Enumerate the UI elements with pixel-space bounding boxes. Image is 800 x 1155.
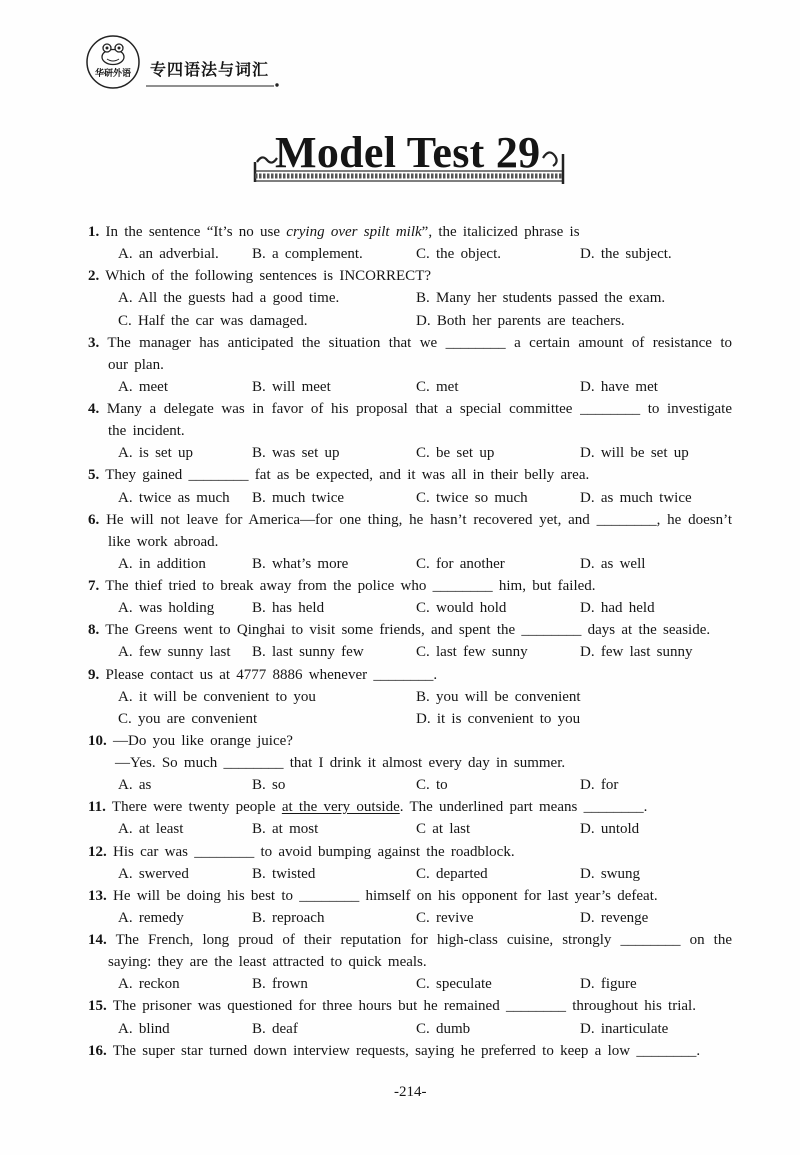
header-rule <box>146 80 286 90</box>
question-stem <box>88 730 732 752</box>
stem-text: The manager has anticipated the situation that we ________ a certain amount of resistance to <box>107 334 732 351</box>
stem-text: The super star turned down interview requests, saying he preferred to keep a low ________. <box>112 1042 701 1059</box>
option-b: B. frown <box>252 976 308 993</box>
option-b: B. twisted <box>252 865 316 882</box>
question-number: 5. <box>88 467 100 484</box>
question-12 <box>88 841 732 885</box>
publisher-logo <box>84 33 142 91</box>
option-b: B. last sunny few <box>252 644 364 661</box>
stem-text: There were twenty people <box>111 799 282 816</box>
option-a: A. blind <box>118 1020 170 1037</box>
question-14 <box>88 929 732 995</box>
option-a: A. it will be convenient to you <box>118 688 316 705</box>
stem-continuation: the incident. <box>108 423 185 440</box>
option-a: A. at least <box>118 821 184 838</box>
series-title: 专四语法与词汇 <box>150 60 270 79</box>
option-c: C. departed <box>416 865 488 882</box>
question-number: 3. <box>88 334 100 351</box>
option-d: D. figure <box>580 976 637 993</box>
options-row <box>88 818 732 840</box>
question-number: 9. <box>88 666 100 683</box>
option-d: D. Both her parents are teachers. <box>416 312 625 329</box>
question-9 <box>88 664 732 730</box>
question-1 <box>88 221 732 265</box>
question-stem <box>88 619 732 641</box>
options-row <box>88 442 732 464</box>
options-row <box>88 376 732 398</box>
option-d: D. inarticulate <box>580 1020 669 1037</box>
options-row <box>88 487 732 509</box>
stem-text: He will not leave for America—for one thing, he hasn’t recovered yet, and ________, he doesn’t <box>106 511 733 528</box>
stem-text: Many a delegate was in favor of his proposal that a special committee ________ to investigate <box>106 401 732 417</box>
option-c: C. twice so much <box>416 489 528 506</box>
stem-text: The French, long proud of their reputation for high-class cuisine, strongly ________ on the <box>115 932 732 948</box>
option-c: C. speculate <box>416 976 492 993</box>
question-list <box>88 221 732 1062</box>
stem-continuation: —Yes. So much ________ that I drink it almost every day in summer. <box>115 755 566 771</box>
option-c: C. revive <box>416 909 474 926</box>
option-a: A. is set up <box>118 445 193 462</box>
question-10 <box>88 730 732 796</box>
options-row <box>88 973 732 995</box>
option-a: A. was holding <box>118 600 215 617</box>
stem-text: The prisoner was questioned for three hours but he remained ________ throughout his trial. <box>112 998 696 1015</box>
option-b: B. was set up <box>252 445 340 462</box>
options-row <box>88 708 732 730</box>
question-stem <box>88 265 732 287</box>
question-number: 11. <box>88 799 106 816</box>
option-b: B. at most <box>252 821 319 838</box>
options-row <box>88 287 732 309</box>
question-stem <box>88 1040 732 1062</box>
question-number: 8. <box>88 622 100 639</box>
option-c: C. you are convenient <box>118 710 258 727</box>
option-b: B. deaf <box>252 1020 298 1037</box>
question-13 <box>88 885 732 929</box>
question-number: 4. <box>88 401 100 417</box>
question-16 <box>88 1040 732 1062</box>
option-d: D. untold <box>580 821 640 838</box>
option-a: A. an adverbial. <box>118 246 219 263</box>
option-d: D. have met <box>580 378 658 395</box>
option-b: B. a complement. <box>252 246 363 263</box>
stem-continuation: like work abroad. <box>108 533 219 550</box>
option-a: A. meet <box>118 378 168 395</box>
option-b: B. much twice <box>252 489 345 506</box>
option-d: D. for <box>580 777 619 794</box>
option-b: B. Many her students passed the exam. <box>416 290 666 307</box>
option-a: A. few sunny last <box>118 644 231 661</box>
option-c: C. would hold <box>416 600 507 617</box>
question-7 <box>88 575 732 619</box>
option-a: A. swerved <box>118 865 189 882</box>
question-stem <box>88 796 732 818</box>
option-c: C. to <box>416 777 448 794</box>
stem-continuation: our plan. <box>108 356 164 373</box>
option-b: B. will meet <box>252 378 331 395</box>
options-row <box>88 1018 732 1040</box>
title-ornament <box>245 140 575 190</box>
option-c: C. last few sunny <box>416 644 528 661</box>
stem-text: ”, the italicized phrase is <box>421 224 580 240</box>
option-d: D. the subject. <box>580 246 672 263</box>
stem-text: They gained ________ fat as be expected, and it was all in their belly area. <box>105 467 590 484</box>
option-d: D. swung <box>580 865 641 882</box>
question-8 <box>88 619 732 663</box>
option-a: A. remedy <box>118 909 184 926</box>
stem-text: . The underlined part means ________. <box>399 799 648 816</box>
options-row <box>88 774 732 796</box>
logo-text: 华研外语 <box>94 69 132 79</box>
question-11 <box>88 796 732 840</box>
option-d: D. had held <box>580 600 655 617</box>
option-a: A. All the guests had a good time. <box>118 290 340 307</box>
question-stem <box>88 509 732 531</box>
question-number: 15. <box>88 998 107 1015</box>
stem-text: The Greens went to Qinghai to visit some friends, and spent the ________ days at the seaside. <box>105 622 711 639</box>
question-2 <box>88 265 732 331</box>
question-stem <box>88 575 732 597</box>
test-title: Model Test 29 <box>275 128 541 177</box>
stem-text: The thief tried to break away from the police who ________ him, but failed. <box>105 578 596 594</box>
stem-text: He will be doing his best to ________ himself on his opponent for last year’s defeat. <box>113 887 658 904</box>
question-6 <box>88 509 732 575</box>
question-number: 10. <box>88 732 107 749</box>
option-b: B. what’s more <box>252 555 349 572</box>
option-c: C. the object. <box>416 246 501 263</box>
italic-phrase: crying over spilt milk <box>286 224 422 240</box>
option-d: D. few last sunny <box>580 644 693 661</box>
option-a: A. twice as much <box>118 489 230 506</box>
question-3 <box>88 332 732 398</box>
question-number: 2. <box>88 268 100 285</box>
options-row <box>88 907 732 929</box>
options-row <box>88 641 732 663</box>
option-a: A. in addition <box>118 555 206 572</box>
question-stem <box>88 332 732 354</box>
option-b: B. reproach <box>252 909 325 926</box>
question-number: 16. <box>88 1042 107 1059</box>
question-stem <box>88 841 732 863</box>
option-d: D. will be set up <box>580 445 689 462</box>
stem-text: In the sentence “It’s no use <box>105 224 287 240</box>
option-b: B. has held <box>252 600 325 617</box>
question-stem <box>88 464 732 486</box>
question-number: 6. <box>88 511 100 528</box>
question-15 <box>88 995 732 1039</box>
option-b: B. so <box>252 777 286 794</box>
question-5 <box>88 464 732 508</box>
option-a: A. reckon <box>118 976 180 993</box>
option-c: C. for another <box>416 555 505 572</box>
stem-text: —Do you like orange juice? <box>113 732 293 749</box>
question-stem <box>88 995 732 1017</box>
options-row <box>88 597 732 619</box>
question-number: 1. <box>88 224 100 240</box>
option-c: C. met <box>416 378 459 395</box>
question-number: 13. <box>88 887 107 904</box>
page-number: -214- <box>394 1084 427 1100</box>
option-c: C. dumb <box>416 1020 471 1037</box>
option-c: C. Half the car was damaged. <box>118 312 308 329</box>
options-row <box>88 686 732 708</box>
option-b: B. you will be convenient <box>416 688 581 705</box>
question-stem <box>88 929 732 951</box>
stem-text: Please contact us at 4777 8886 whenever ________. <box>105 666 438 683</box>
question-stem <box>88 664 732 686</box>
option-a: A. as <box>118 777 152 794</box>
option-d: D. as well <box>580 555 646 572</box>
question-stem <box>88 398 732 420</box>
options-row <box>88 553 732 575</box>
question-number: 14. <box>88 932 107 948</box>
stem-continuation: saying: they are the least attracted to quick meals. <box>108 954 427 971</box>
options-row <box>88 863 732 885</box>
option-d: D. it is convenient to you <box>416 710 581 727</box>
question-stem <box>88 221 732 243</box>
question-number: 12. <box>88 843 107 860</box>
options-row <box>88 243 732 265</box>
question-number: 7. <box>88 578 100 594</box>
options-row <box>88 310 732 332</box>
frog-icon <box>102 44 124 65</box>
option-c: C at last <box>416 821 471 838</box>
stem-text: Which of the following sentences is INCORRECT? <box>105 268 432 285</box>
underlined-phrase: at the very outside <box>281 799 400 816</box>
option-d: D. revenge <box>580 909 649 926</box>
option-c: C. be set up <box>416 445 495 462</box>
option-d: D. as much twice <box>580 489 692 506</box>
stem-text: His car was ________ to avoid bumping against the roadblock. <box>113 843 515 860</box>
question-stem <box>88 885 732 907</box>
question-4 <box>88 398 732 464</box>
